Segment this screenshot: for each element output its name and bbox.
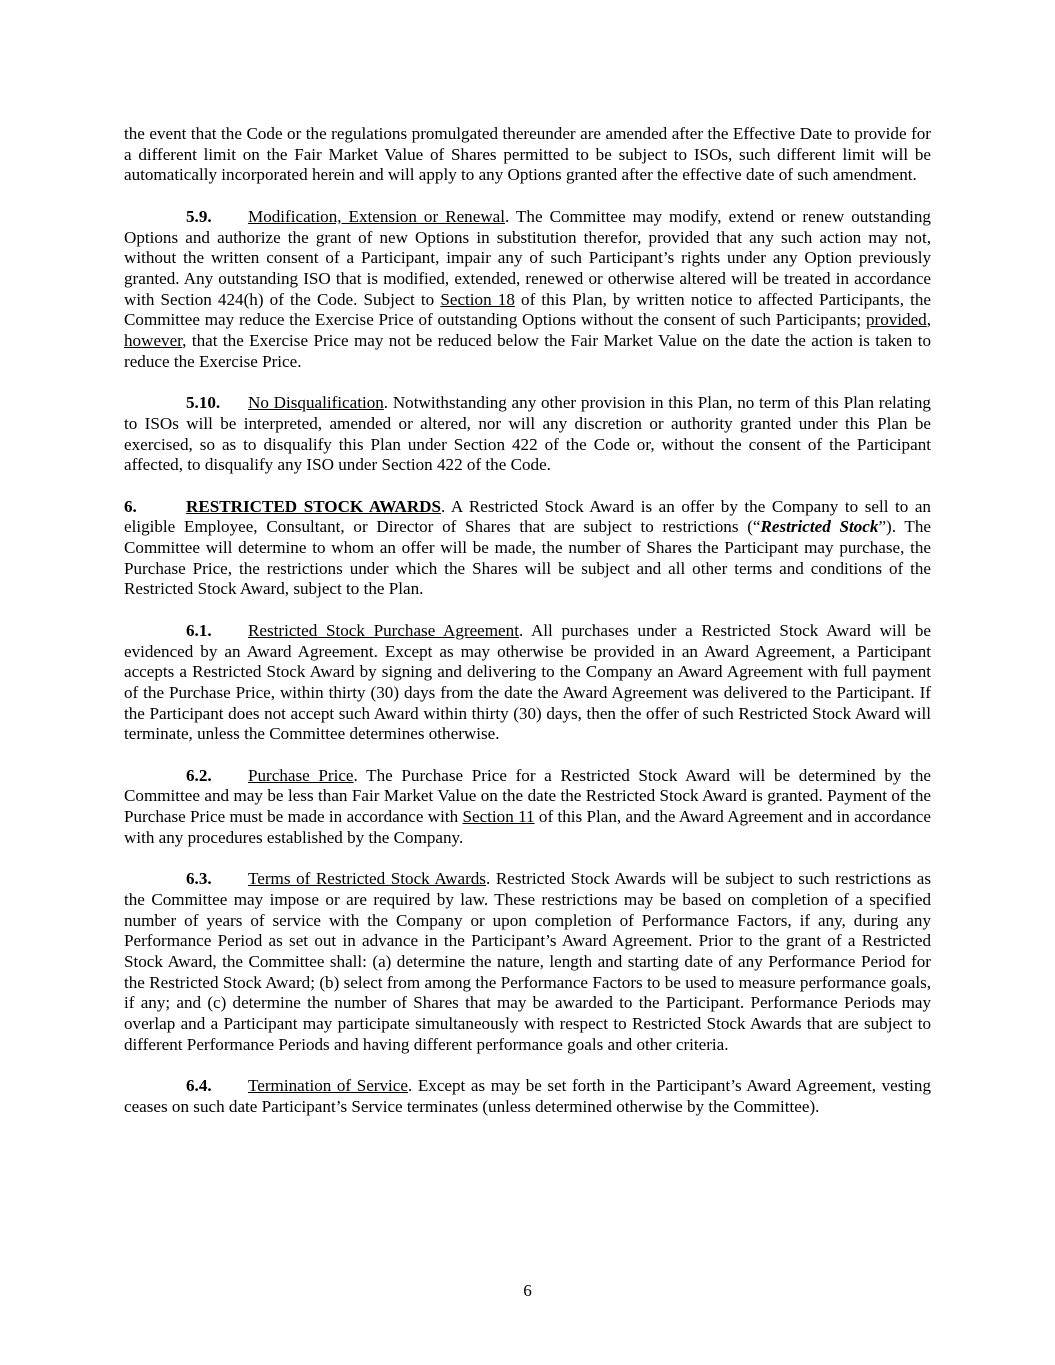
- section-text: of this Plan, and the Award Agreement and in accordance with any procedures established by the Company.: [124, 807, 931, 847]
- section-6-3: [124, 869, 931, 1055]
- section-text: of this Plan, by written notice to affected Participants, the Committee may reduce the Exercise Price of outstanding Options without the consent of such Participants;: [124, 289, 931, 330]
- section-text: . The Committee may modify, extend or renew outstanding Options and authorize the grant of new Options in substitution therefor, provided that any such action may not, without the written consent of a Participant, impair any of such Participant’s rights under any Option previously granted. Any outstanding ISO that is modified, extended, renewed or otherwise altered will be treated in accordance with Section 424(h) of the Code. Subject to: [124, 206, 931, 309]
- section-6-4: [124, 1076, 931, 1117]
- section-11-reference[interactable]: Section 11: [462, 807, 535, 827]
- section-number: 5.10.: [186, 393, 221, 413]
- section-title: Terms of Restricted Stock Awards: [248, 869, 486, 889]
- defined-term: Restricted Stock: [760, 517, 879, 537]
- comma: ,: [926, 310, 931, 330]
- section-title: Modification, Extension or Renewal: [248, 206, 505, 226]
- section-18-reference[interactable]: Section 18: [440, 289, 515, 309]
- section-heading: RESTRICTED STOCK AWARDS: [186, 496, 442, 516]
- section-number: 6.1.: [186, 620, 212, 640]
- intro-paragraph: [124, 124, 931, 186]
- section-5-10: [124, 393, 931, 476]
- section-6-2: [124, 766, 931, 849]
- section-number: 6.: [124, 496, 137, 516]
- section-text: . A Restricted Stock Award is an offer by the Company to sell to an eligible Employee, Consultant, or Director of Shares that are subject to restrictions (“: [124, 496, 931, 537]
- section-text: . The Purchase Price for a Restricted Stock Award will be determined by the Committee and may be less than Fair Market Value on the date the Restricted Stock Award is granted. Payment of the Purchase Price must be made in accordance with: [124, 765, 931, 827]
- however-term: however: [124, 331, 183, 351]
- section-number: 6.2.: [186, 765, 212, 785]
- section-text: . All purchases under a Restricted Stock Award will be evidenced by an Award Agreement. Except as may otherwise be provided in an Award Agreement, a Participant accepts a Restricted Stock Award by signing and delivering to the Company an Award Agreement with full payment of the Purchase Price, within thirty (30) days from the date the Award Agreement was delivered to the Participant. If the Participant does not accept such Award within thirty (30) days, then the offer of such Restricted Stock Award will terminate, unless the Committee determines otherwise.: [124, 620, 931, 744]
- section-number: 6.4.: [186, 1076, 212, 1096]
- section-5-9: [124, 207, 931, 373]
- document-page: [124, 124, 931, 1118]
- section-text: ”). The Committee will determine to whom an offer will be made, the number of Shares the Participant may purchase, the Purchase Price, the restrictions under which the Shares will be subject and all other terms and conditions of the Restricted Stock Award, subject to the Plan.: [124, 517, 931, 599]
- section-text: , that the Exercise Price may not be reduced below the Fair Market Value on the date the action is taken to reduce the Exercise Price.: [124, 331, 931, 371]
- section-6: [124, 497, 931, 601]
- section-text: . Except as may be set forth in the Participant’s Award Agreement, vesting ceases on such date Participant’s Service terminates (unless determined otherwise by the Committee).: [124, 1076, 932, 1116]
- section-text: . Restricted Stock Awards will be subject to such restrictions as the Committee may impose or are required by law. These restrictions may be based on completion of a specified number of years of service with the Company or upon completion of Performance Factors, if any, during any Performance Period as set out in advance in the Participant’s Award Agreement. Prior to the grant of a Restricted Stock Award, the Committee shall: (a) determine the nature, length and starting date of any Performance Period for the Restricted Stock Award; (b) select from among the Performance Factors to be used to measure performance goals, if any; and (c) determine the number of Shares that may be awarded to the Participant. Performance Periods may overlap and a Participant may participate simultaneously with respect to Restricted Stock Awards that are subject to different Performance Periods and having different performance goals and other criteria.: [124, 869, 931, 1054]
- page-number: 6: [523, 1281, 532, 1300]
- intro-text: the event that the Code or the regulations promulgated thereunder are amended after the Effective Date to provide for a different limit on the Fair Market Value of Shares permitted to be subject to ISOs, such different limit will be automatically incorporated herein and will apply to any Options granted after the effective date of such amendment.: [124, 124, 931, 185]
- section-6-1: [124, 621, 931, 745]
- section-title: Termination of Service: [248, 1076, 408, 1096]
- provided-term: provided: [865, 310, 927, 330]
- section-title: No Disqualification: [248, 393, 384, 413]
- section-text: . Notwithstanding any other provision in this Plan, no term of this Plan relating to ISOs will be interpreted, amended or altered, nor will any discretion or authority granted under this Plan be exercised, so as to disqualify this Plan under Section 422 of the Code or, without the consent of the Participant affected, to disqualify any ISO under Section 422 of the Code.: [124, 393, 931, 475]
- section-number: 6.3.: [186, 869, 212, 889]
- section-number: 5.9.: [186, 206, 212, 226]
- section-title: Purchase Price: [248, 765, 354, 785]
- section-title: Restricted Stock Purchase Agreement: [248, 620, 519, 640]
